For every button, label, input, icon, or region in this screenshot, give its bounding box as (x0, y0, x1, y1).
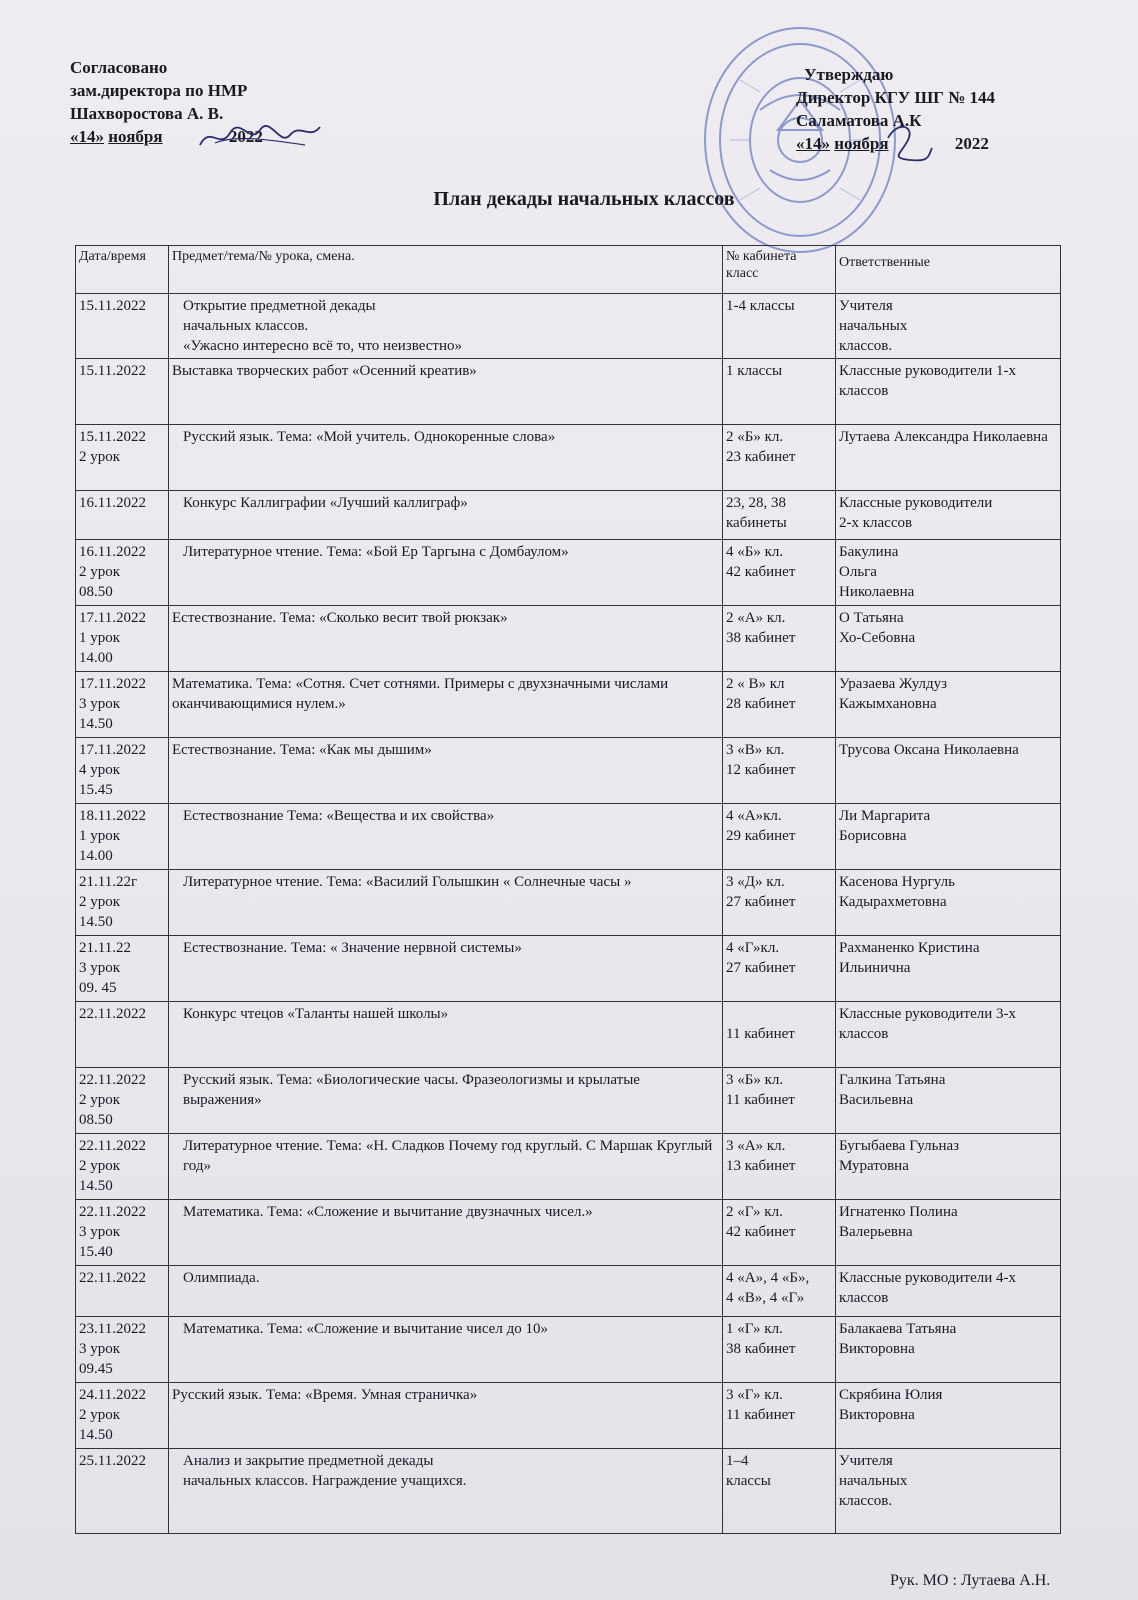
plan-table (75, 245, 1061, 1534)
responsible-cell: Бугыбаева Гульназ Муратовна (836, 1134, 1061, 1200)
responsible-cell: Учителя начальных классов. (836, 294, 1061, 359)
room-cell: 1 классы (723, 359, 836, 425)
date-cell: 21.11.22г 2 урок 14.50 (76, 870, 169, 936)
room-cell: 11 кабинет (723, 1002, 836, 1068)
room-cell: 1-4 классы (723, 294, 836, 359)
table-row (76, 606, 1061, 672)
topic-cell: Русский язык. Тема: «Биологические часы. Фразеологизмы и крылатые выражения» (169, 1068, 723, 1134)
approval-right-line2: Директор КГУ ШГ № 144 (796, 88, 996, 107)
responsible-cell: Касенова Нургуль Кадырахметовна (836, 870, 1061, 936)
topic-cell: Олимпиада. (169, 1266, 723, 1317)
date-cell: 17.11.2022 3 урок 14.50 (76, 672, 169, 738)
header-room: № кабинета класс (723, 246, 836, 294)
date-cell: 24.11.2022 2 урок 14.50 (76, 1383, 169, 1449)
room-cell: 3 «А» кл. 13 кабинет (723, 1134, 836, 1200)
room-cell: 4 «А», 4 «Б», 4 «В», 4 «Г» (723, 1266, 836, 1317)
approval-right-month: ноября (834, 134, 889, 153)
table-row (76, 491, 1061, 540)
responsible-cell: Классные руководители 1-х классов (836, 359, 1061, 425)
approval-right-day: «14» (796, 134, 830, 153)
topic-cell: Открытие предметной декады начальных классов. «Ужасно интересно всё то, что неизвестно» (169, 294, 723, 359)
header-responsible: Ответственные (836, 246, 1061, 294)
topic-cell: Литературное чтение. Тема: «Василий Голышкин « Солнечные часы » (169, 870, 723, 936)
table-row (76, 540, 1061, 606)
date-cell: 22.11.2022 2 урок 14.50 (76, 1134, 169, 1200)
responsible-cell: Галкина Татьяна Васильевна (836, 1068, 1061, 1134)
table-row (76, 870, 1061, 936)
table-row (76, 936, 1061, 1002)
table-row (76, 1068, 1061, 1134)
topic-cell: Математика. Тема: «Сложение и вычитание чисел до 10» (169, 1317, 723, 1383)
room-cell: 3 «Б» кл. 11 кабинет (723, 1068, 836, 1134)
table-row (76, 1134, 1061, 1200)
date-cell: 15.11.2022 (76, 359, 169, 425)
approval-left-line1: Согласовано (70, 58, 168, 77)
date-cell: 21.11.22 3 урок 09. 45 (76, 936, 169, 1002)
room-cell: 23, 28, 38 кабинеты (723, 491, 836, 540)
table-row (76, 804, 1061, 870)
date-cell: 22.11.2022 3 урок 15.40 (76, 1200, 169, 1266)
topic-cell: Анализ и закрытие предметной декады начальных классов. Награждение учащихся. (169, 1449, 723, 1534)
footer-signature: Рук. МО : Лутаева А.Н. (890, 1572, 1051, 1589)
date-cell: 25.11.2022 (76, 1449, 169, 1534)
responsible-cell: Лутаева Александра Николаевна (836, 425, 1061, 491)
room-cell: 1 «Г» кл. 38 кабинет (723, 1317, 836, 1383)
room-cell: 2 «Б» кл. 23 кабинет (723, 425, 836, 491)
room-cell: 1–4 классы (723, 1449, 836, 1534)
responsible-cell: Рахманенко Кристина Ильинична (836, 936, 1061, 1002)
approval-left-day: «14» (70, 127, 104, 146)
responsible-cell: Бакулина Ольга Николаевна (836, 540, 1061, 606)
signature-right-icon (880, 118, 940, 173)
date-cell: 16.11.2022 (76, 491, 169, 540)
date-cell: 22.11.2022 (76, 1266, 169, 1317)
responsible-cell: Классные руководители 3-х классов (836, 1002, 1061, 1068)
room-cell: 2 «А» кл. 38 кабинет (723, 606, 836, 672)
topic-cell: Естествознание Тема: «Вещества и их свойства» (169, 804, 723, 870)
responsible-cell: О Татьяна Хо-Себовна (836, 606, 1061, 672)
room-cell: 4 «Б» кл. 42 кабинет (723, 540, 836, 606)
approval-left-line3: Шахворостова А. В. (70, 104, 224, 123)
table-row (76, 1266, 1061, 1317)
topic-cell: Литературное чтение. Тема: «Н. Сладков Почему год круглый. С Маршак Круглый год» (169, 1134, 723, 1200)
room-cell: 4 «А»кл. 29 кабинет (723, 804, 836, 870)
topic-cell: Литературное чтение. Тема: «Бой Ер Таргына с Домбаулом» (169, 540, 723, 606)
topic-cell: Математика. Тема: «Сотня. Счет сотнями. Примеры с двухзначными числами оканчивающимися нулем.» (169, 672, 723, 738)
approval-left-line2: зам.директора по НМР (70, 81, 248, 100)
table-header-row (76, 246, 1061, 294)
table-row (76, 1317, 1061, 1383)
responsible-cell: Ли Маргарита Борисовна (836, 804, 1061, 870)
table-row (76, 1383, 1061, 1449)
topic-cell: Естествознание. Тема: «Как мы дышим» (169, 738, 723, 804)
approval-right-year: 2022 (954, 134, 989, 153)
table-row (76, 359, 1061, 425)
topic-cell: Естествознание. Тема: «Сколько весит твой рюкзак» (169, 606, 723, 672)
date-cell: 22.11.2022 (76, 1002, 169, 1068)
responsible-cell: Игнатенко Полина Валерьевна (836, 1200, 1061, 1266)
table-row (76, 1449, 1061, 1534)
responsible-cell: Скрябина Юлия Викторовна (836, 1383, 1061, 1449)
room-cell: 4 «Г»кл. 27 кабинет (723, 936, 836, 1002)
room-cell: 3 «Д» кл. 27 кабинет (723, 870, 836, 936)
responsible-cell: Классные руководители 2-х классов (836, 491, 1061, 540)
date-cell: 18.11.2022 1 урок 14.00 (76, 804, 169, 870)
date-cell: 15.11.2022 2 урок (76, 425, 169, 491)
topic-cell: Конкурс Каллиграфии «Лучший каллиграф» (169, 491, 723, 540)
room-cell: 2 « В» кл 28 кабинет (723, 672, 836, 738)
date-cell: 23.11.2022 3 урок 09.45 (76, 1317, 169, 1383)
header-topic: Предмет/тема/№ урока, смена. (169, 246, 723, 294)
responsible-cell: Уразаева Жулдуз Кажымхановна (836, 672, 1061, 738)
room-cell: 3 «В» кл. 12 кабинет (723, 738, 836, 804)
table-row (76, 672, 1061, 738)
responsible-cell: Учителя начальных классов. (836, 1449, 1061, 1534)
topic-cell: Русский язык. Тема: «Время. Умная страничка» (169, 1383, 723, 1449)
date-cell: 15.11.2022 (76, 294, 169, 359)
topic-cell: Конкурс чтецов «Таланты нашей школы» (169, 1002, 723, 1068)
date-cell: 22.11.2022 2 урок 08.50 (76, 1068, 169, 1134)
date-cell: 16.11.2022 2 урок 08.50 (76, 540, 169, 606)
responsible-cell: Классные руководители 4-х классов (836, 1266, 1061, 1317)
document-title: План декады начальных классов (433, 188, 735, 210)
table-row (76, 738, 1061, 804)
header-date: Дата/время (76, 246, 169, 294)
topic-cell: Выставка творческих работ «Осенний креатив» (169, 359, 723, 425)
approval-left-year: 2022 (228, 127, 263, 146)
responsible-cell: Трусова Оксана Николаевна (836, 738, 1061, 804)
approval-left-month: ноября (108, 127, 163, 146)
table-body (76, 294, 1061, 1534)
approval-right-line3: Саламатова А.К (796, 111, 922, 130)
room-cell: 3 «Г» кл. 11 кабинет (723, 1383, 836, 1449)
date-cell: 17.11.2022 1 урок 14.00 (76, 606, 169, 672)
table-row (76, 1002, 1061, 1068)
date-cell: 17.11.2022 4 урок 15.45 (76, 738, 169, 804)
signature-left-icon (195, 115, 325, 160)
topic-cell: Математика. Тема: «Сложение и вычитание двузначных чисел.» (169, 1200, 723, 1266)
approval-right-line1: Утверждаю (804, 65, 894, 84)
table-row (76, 1200, 1061, 1266)
room-cell: 2 «Г» кл. 42 кабинет (723, 1200, 836, 1266)
responsible-cell: Балакаева Татьяна Викторовна (836, 1317, 1061, 1383)
table-row (76, 425, 1061, 491)
table-row (76, 294, 1061, 359)
topic-cell: Естествознание. Тема: « Значение нервной системы» (169, 936, 723, 1002)
topic-cell: Русский язык. Тема: «Мой учитель. Однокоренные слова» (169, 425, 723, 491)
